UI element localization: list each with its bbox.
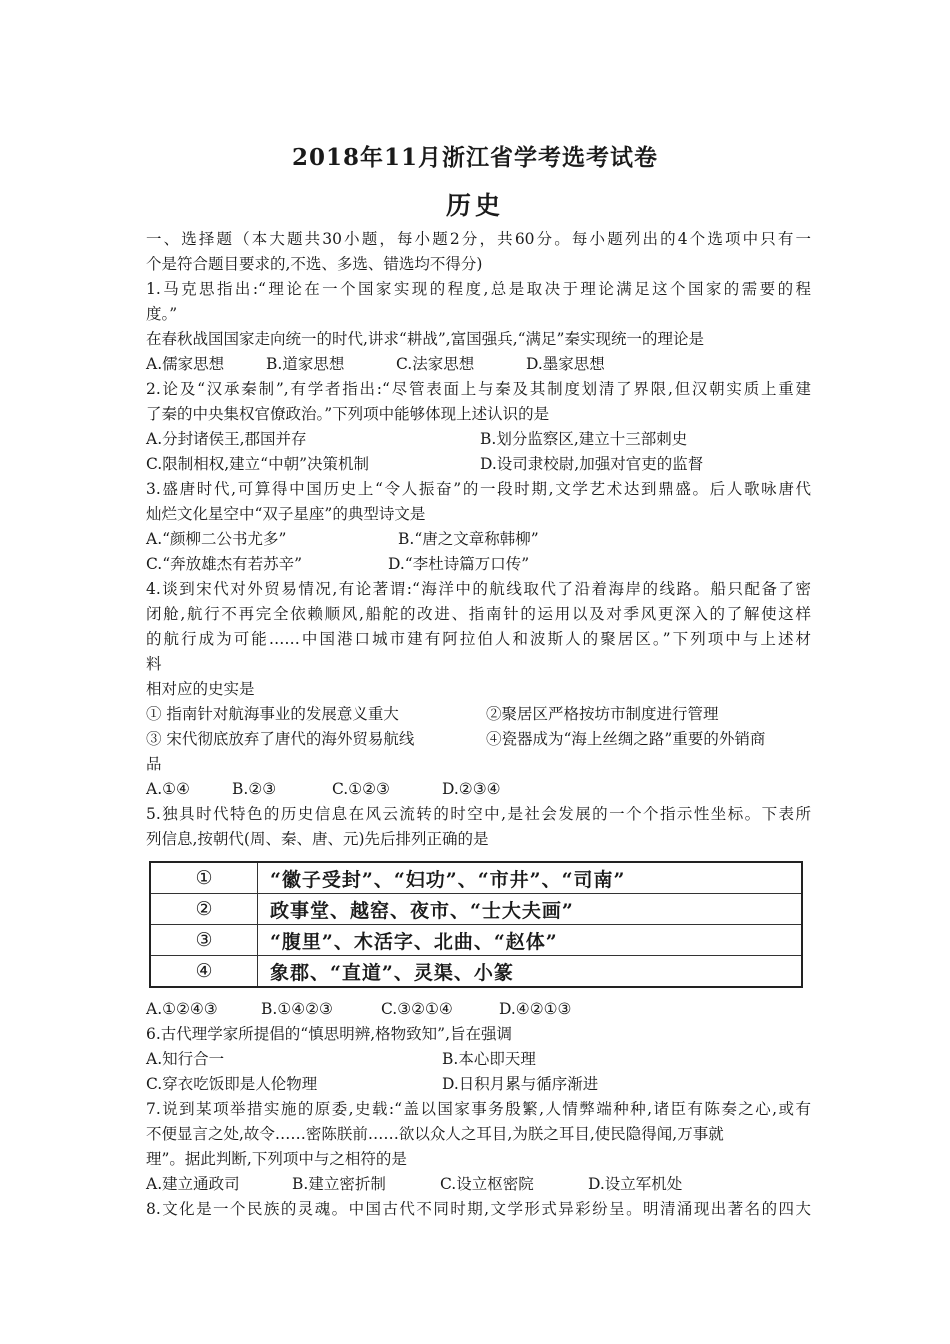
q5-table-num-1: ① — [150, 862, 258, 894]
q8-stem-line1: 8.文化是一个民族的灵魂。中国古代不同时期,文学形式异彩纷呈。明清涌现出著名的四大 — [146, 1200, 811, 1218]
q5-table-text-4: 象郡、“直道”、灵渠、小篆 — [258, 956, 803, 988]
q7-options — [146, 1172, 811, 1197]
q2-options-row2 — [146, 452, 811, 477]
q1-option-a: A.儒家思想 — [146, 355, 225, 373]
table-row — [150, 925, 802, 956]
q3-options-row2 — [146, 552, 811, 577]
table-row — [150, 894, 802, 925]
q3-stem-line1: 3.盛唐时代,可算得中国历史上“令人振奋”的一段时期,文学艺术达到鼎盛。后人歌咏唐代 — [146, 480, 811, 498]
subject-title: 历史 — [445, 191, 504, 220]
q7-stem-line3: 理”。据此判断,下列项中与之相符的是 — [146, 1150, 407, 1168]
q4-statement-4: ④瓷器成为“海上丝绸之路”重要的外销商 — [486, 730, 766, 748]
q5-table-num-2: ② — [150, 894, 258, 925]
q5-options — [146, 997, 811, 1022]
q3-option-d: D.“李杜诗篇万口传” — [388, 555, 530, 573]
q4-statement-1: ① 指南针对航海事业的发展意义重大 — [146, 705, 399, 723]
q2-stem-line2: 了秦的中央集权官僚政治。”下列项中能够体现上述认识的是 — [146, 405, 550, 423]
q7-option-b: B.建立密折制 — [292, 1175, 386, 1193]
q7-option-d: D.设立军机处 — [588, 1175, 683, 1193]
q1-option-b: B.道家思想 — [266, 355, 345, 373]
q4-stem-line2: 闭舱,航行不再完全依赖顺风,船舵的改进、指南针的运用以及对季风更深入的了解使这样 — [146, 605, 811, 623]
section-instructions-line1: 一、选择题（本大题共30小题，每小题2分，共60分。每小题列出的4个选项中只有一 — [146, 230, 811, 248]
q2-option-c: C.限制相权,建立“中朝”决策机制 — [146, 455, 370, 473]
q5-stem-line1: 5.独具时代特色的历史信息在风云流转的时空中,是社会发展的一个个指示性坐标。下表所 — [146, 805, 811, 823]
q1-stem-line1: 1.马克思指出:“理论在一个国家实现的程度,总是取决于理论满足这个国家的需要的程 — [146, 280, 811, 298]
q6-stem-line1: 6.古代理学家所提倡的“慎思明辨,格物致知”,旨在强调 — [146, 1025, 512, 1043]
q4-option-d: D.②③④ — [442, 780, 501, 798]
q5-option-c: C.③②①④ — [381, 1000, 453, 1018]
q4-stem-line3: 的航行成为可能……中国港口城市建有阿拉伯人和波斯人的聚居区。”下列项中与上述材 — [146, 630, 811, 648]
q6-options-row1 — [146, 1047, 811, 1072]
q5-table-num-4: ④ — [150, 956, 258, 988]
table-row — [150, 862, 802, 894]
q4-statements-row1 — [146, 702, 811, 727]
q1-option-d: D.墨家思想 — [526, 355, 605, 373]
q2-option-d: D.设司隶校尉,加强对官吏的监督 — [480, 455, 704, 473]
exam-content — [146, 227, 811, 1222]
q4-statement-2: ②聚居区严格按坊市制度进行管理 — [486, 705, 719, 723]
q3-option-c: C.“奔放雄杰有若苏辛” — [146, 555, 303, 573]
q4-statements-row2 — [146, 727, 811, 752]
q5-table-text-2: 政事堂、越窑、夜市、“士大夫画” — [258, 894, 803, 925]
q5-option-b: B.①④②③ — [261, 1000, 333, 1018]
q4-option-a: A.①④ — [146, 780, 190, 798]
section-instructions-line2: 个是符合题目要求的,不选、多选、错选均不得分) — [146, 255, 483, 273]
q4-stem-line4: 料 — [146, 655, 162, 673]
q5-table-text-3: “腹里”、木活字、北曲、“赵体” — [258, 925, 803, 956]
q5-table-text-1: “徽子受封”、“妇功”、“市井”、“司南” — [258, 862, 803, 894]
q1-stem-line2: 度。” — [146, 305, 178, 323]
q3-options-row1 — [146, 527, 811, 552]
q6-option-b: B.本心即天理 — [442, 1050, 536, 1068]
q3-stem-line2: 灿烂文化星空中“双子星座”的典型诗文是 — [146, 505, 426, 523]
q4-option-b: B.②③ — [232, 780, 277, 798]
q5-table-num-3: ③ — [150, 925, 258, 956]
q4-stem-line1: 4.谈到宋代对外贸易情况,有论著谓:“海洋中的航线取代了沿着海岸的线路。船只配备了密 — [146, 580, 811, 598]
q4-options — [146, 777, 811, 802]
q3-option-b: B.“唐之文章称韩柳” — [398, 530, 539, 548]
q5-info-table — [149, 861, 803, 988]
q1-stem-line3: 在春秋战国国家走向统一的时代,讲求“耕战”,富国强兵,“满足”秦实现统一的理论是 — [146, 330, 704, 348]
q7-stem-line2: 不便显言之处,故令……密陈朕前……欲以众人之耳目,为朕之耳目,使民隐得闻,万事就 — [146, 1125, 724, 1143]
q2-options-row1 — [146, 427, 811, 452]
q4-option-c: C.①②③ — [332, 780, 390, 798]
q5-option-d: D.④②①③ — [499, 1000, 572, 1018]
exam-title: 2018年11月浙江省学考选考试卷 — [291, 144, 659, 171]
q2-option-b: B.划分监察区,建立十三部刺史 — [480, 430, 688, 448]
q4-statement-3: ③ 宋代彻底放弃了唐代的海外贸易航线 — [146, 730, 415, 748]
q1-option-c: C.法家思想 — [396, 355, 475, 373]
q2-stem-line1: 2.论及“汉承秦制”,有学者指出:“尽管表面上与秦及其制度划清了界限,但汉朝实质上重建 — [146, 380, 811, 398]
table-row — [150, 956, 802, 988]
q3-option-a: A.“颜柳二公书尤多” — [146, 530, 287, 548]
q5-stem-line2: 列信息,按朝代(周、秦、唐、元)先后排列正确的是 — [146, 830, 489, 848]
q4-statement-4-continued: 品 — [146, 755, 162, 773]
q2-option-a: A.分封诸侯王,郡国并存 — [146, 430, 307, 448]
q7-option-c: C.设立枢密院 — [440, 1175, 534, 1193]
q7-option-a: A.建立通政司 — [146, 1175, 240, 1193]
q1-options — [146, 352, 811, 377]
q6-options-row2 — [146, 1072, 811, 1097]
q6-option-c: C.穿衣吃饭即是人伦物理 — [146, 1075, 318, 1093]
q4-stem-line5: 相对应的史实是 — [146, 680, 255, 698]
q6-option-d: D.日积月累与循序渐进 — [442, 1075, 599, 1093]
q6-option-a: A.知行合一 — [146, 1050, 225, 1068]
q7-stem-line1: 7.说到某项举措实施的原委,史载:“盖以国家事务殷繁,人情弊端种种,诸臣有陈奏之心,或有 — [146, 1100, 811, 1118]
q5-option-a: A.①②④③ — [146, 1000, 218, 1018]
